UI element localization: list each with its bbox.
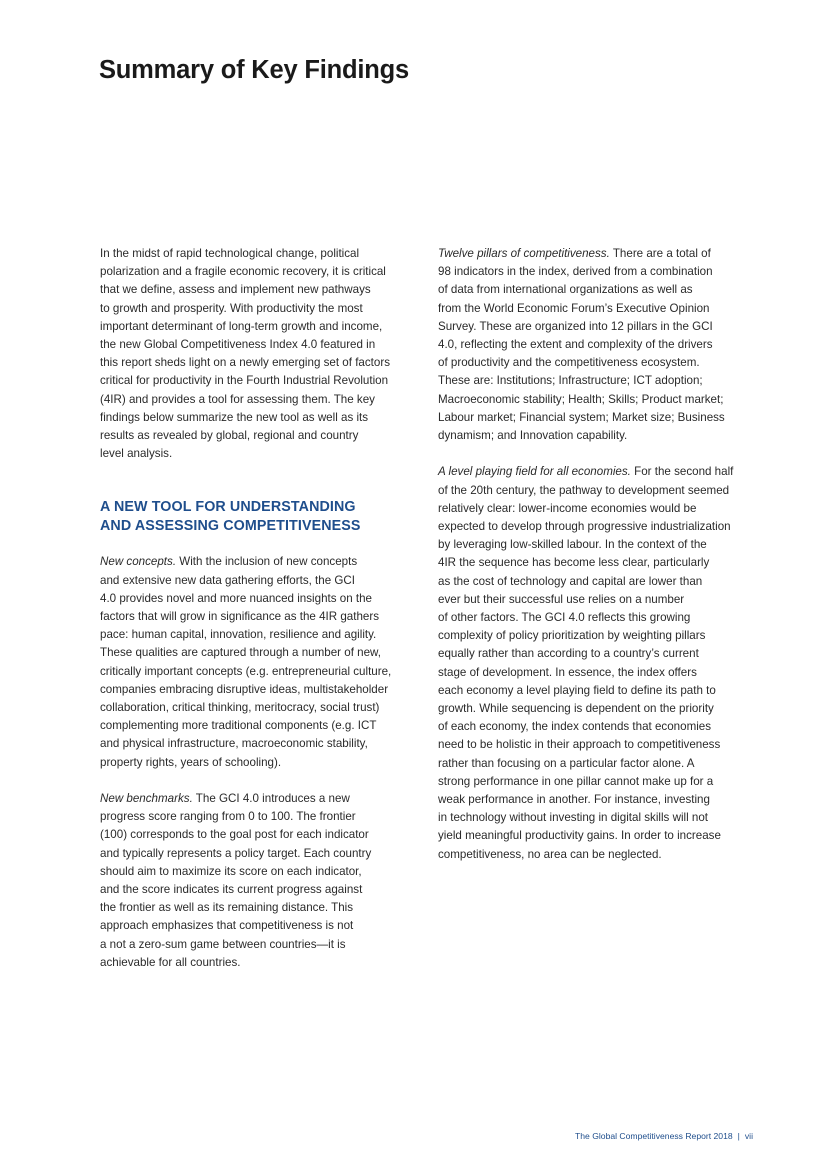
text-line: These are: Institutions; Infrastructure; ICT adoption; [438, 374, 703, 388]
text-line: competitiveness, no area can be neglected. [438, 847, 662, 861]
text-line: that we define, assess and implement new pathways [100, 283, 371, 297]
intro-paragraph [100, 245, 416, 463]
text-line: to growth and prosperity. With productivity the most [100, 301, 363, 315]
text-line [100, 790, 416, 808]
text-line: as the cost of technology and capital are lower than [438, 574, 703, 588]
new-benchmarks-paragraph [100, 790, 416, 972]
text-line: of the 20th century, the pathway to development seemed [438, 483, 730, 497]
text-line: Labour market; Financial system; Market size; Business [438, 410, 725, 424]
text-line: the frontier as well as its remaining distance. This [100, 901, 354, 915]
text-line: from the World Economic Forum’s Executive Opinion [438, 301, 710, 315]
text-line: 4.0 provides novel and more nuanced insights on the [100, 591, 372, 605]
text-line: in technology without investing in digital skills will not [438, 811, 709, 825]
text-line: 4.0, reflecting the extent and complexity of the drivers [438, 338, 713, 352]
paragraph-lead: New benchmarks. [100, 792, 193, 806]
text-fragment: The GCI 4.0 introduces a new [192, 792, 350, 806]
text-line [438, 245, 756, 263]
text-line [100, 553, 416, 571]
text-line: of each economy, the index contends that economies [438, 720, 712, 734]
text-line: yield meaningful productivity gains. In order to increase [438, 829, 721, 843]
footer-separator: | [737, 1131, 740, 1141]
text-line: important determinant of long-term growth and income, [100, 319, 383, 333]
text-line: findings below summarize the new tool as well as its [100, 410, 369, 424]
text-line: critical for productivity in the Fourth Industrial Revolution [100, 374, 389, 388]
text-line: companies embracing disruptive ideas, multistakeholder [100, 682, 389, 696]
text-line: polarization and a fragile economic recovery, it is critical [100, 265, 386, 279]
text-line: a not a zero-sum game between countries—it is [100, 937, 346, 951]
text-line: by leveraging low-skilled labour. In the context of the [438, 538, 707, 552]
section-heading [100, 498, 416, 536]
text-line [438, 463, 756, 481]
text-line: (100) corresponds to the goal post for each indicator [100, 828, 369, 842]
text-line: equally rather than according to a country’s current [438, 647, 699, 661]
text-line: expected to develop through progressive industrialization [438, 520, 731, 534]
right-column [438, 245, 756, 864]
text-line: relatively clear: lower-income economies would be [438, 501, 697, 515]
text-line: of other factors. The GCI 4.0 reflects this growing [438, 611, 691, 625]
text-line: and extensive new data gathering efforts, the GCI [100, 573, 356, 587]
heading-line: AND ASSESSING COMPETITIVENESS [100, 518, 361, 535]
text-fragment: For the second half [630, 465, 734, 479]
text-line: complexity of policy prioritization by weighting pillars [438, 629, 706, 643]
page-title: Summary of Key Findings [99, 56, 409, 84]
text-fragment: There are a total of [609, 247, 711, 260]
footer-report-name: The Global Competitiveness Report 2018 [575, 1131, 733, 1141]
text-line: pace: human capital, innovation, resilience and agility. [100, 628, 377, 642]
text-line: strong performance in one pillar cannot make up for a [438, 774, 714, 788]
page-number: vii [744, 1131, 753, 1141]
text-line: and physical infrastructure, macroeconomic stability, [100, 737, 368, 751]
text-line: and the score indicates its current progress against [100, 883, 363, 897]
text-line: In the midst of rapid technological change, political [100, 247, 360, 260]
paragraph-lead: New concepts. [100, 555, 177, 569]
paragraph-lead: Twelve pillars of competitiveness. [438, 247, 610, 260]
twelve-pillars-paragraph [438, 245, 756, 445]
text-line: (4IR) and provides a tool for assessing them. The key [100, 392, 375, 406]
left-column [100, 245, 416, 972]
text-line: stage of development. In essence, the index offers [438, 665, 697, 679]
text-line: dynamism; and Innovation capability. [438, 429, 628, 443]
text-line: Survey. These are organized into 12 pillars in the GCI [438, 319, 713, 333]
text-line: growth. While sequencing is dependent on the priority [438, 702, 714, 716]
level-playing-field-paragraph [438, 463, 756, 863]
text-line: this report sheds light on a newly emerging set of factors [100, 356, 390, 370]
new-concepts-paragraph [100, 553, 416, 771]
page-footer [575, 1131, 753, 1141]
text-line: each economy a level playing field to define its path to [438, 683, 716, 697]
text-line: the new Global Competitiveness Index 4.0 featured in [100, 338, 376, 352]
text-line: collaboration, critical thinking, meritocracy, social trust) [100, 701, 380, 715]
text-line: and typically represents a policy target. Each country [100, 846, 372, 860]
text-line: should aim to maximize its score on each indicator, [100, 864, 362, 878]
text-line: progress score ranging from 0 to 100. The frontier [100, 810, 356, 824]
text-line: critically important concepts (e.g. entrepreneurial culture, [100, 664, 392, 678]
text-line: need to be holistic in their approach to competitiveness [438, 738, 721, 752]
heading-line: A NEW TOOL FOR UNDERSTANDING [100, 499, 356, 516]
text-line: Macroeconomic stability; Health; Skills; Product market; [438, 392, 724, 406]
paragraph-lead: A level playing field for all economies. [438, 465, 631, 479]
text-line: complementing more traditional components (e.g. ICT [100, 719, 377, 733]
text-fragment: With the inclusion of new concepts [176, 555, 358, 569]
text-line: 4IR the sequence has become less clear, particularly [438, 556, 710, 570]
text-line: factors that will grow in significance as the 4IR gathers [100, 610, 380, 624]
text-line: approach emphasizes that competitiveness is not [100, 919, 354, 933]
text-line: results as revealed by global, regional and country [100, 429, 359, 443]
text-line: weak performance in another. For instance, investing [438, 793, 710, 807]
text-line: property rights, years of schooling). [100, 755, 282, 769]
text-line: level analysis. [100, 447, 173, 461]
text-line: of data from international organizations as well as [438, 283, 693, 297]
text-line: achievable for all countries. [100, 955, 241, 969]
text-line: ever but their successful use relies on a number [438, 592, 685, 606]
text-line: rather than focusing on a particular factor alone. A [438, 756, 695, 770]
text-line: These qualities are captured through a number of new, [100, 646, 382, 660]
text-line: of productivity and the competitiveness ecosystem. [438, 356, 700, 370]
text-line: 98 indicators in the index, derived from a combination [438, 265, 713, 279]
